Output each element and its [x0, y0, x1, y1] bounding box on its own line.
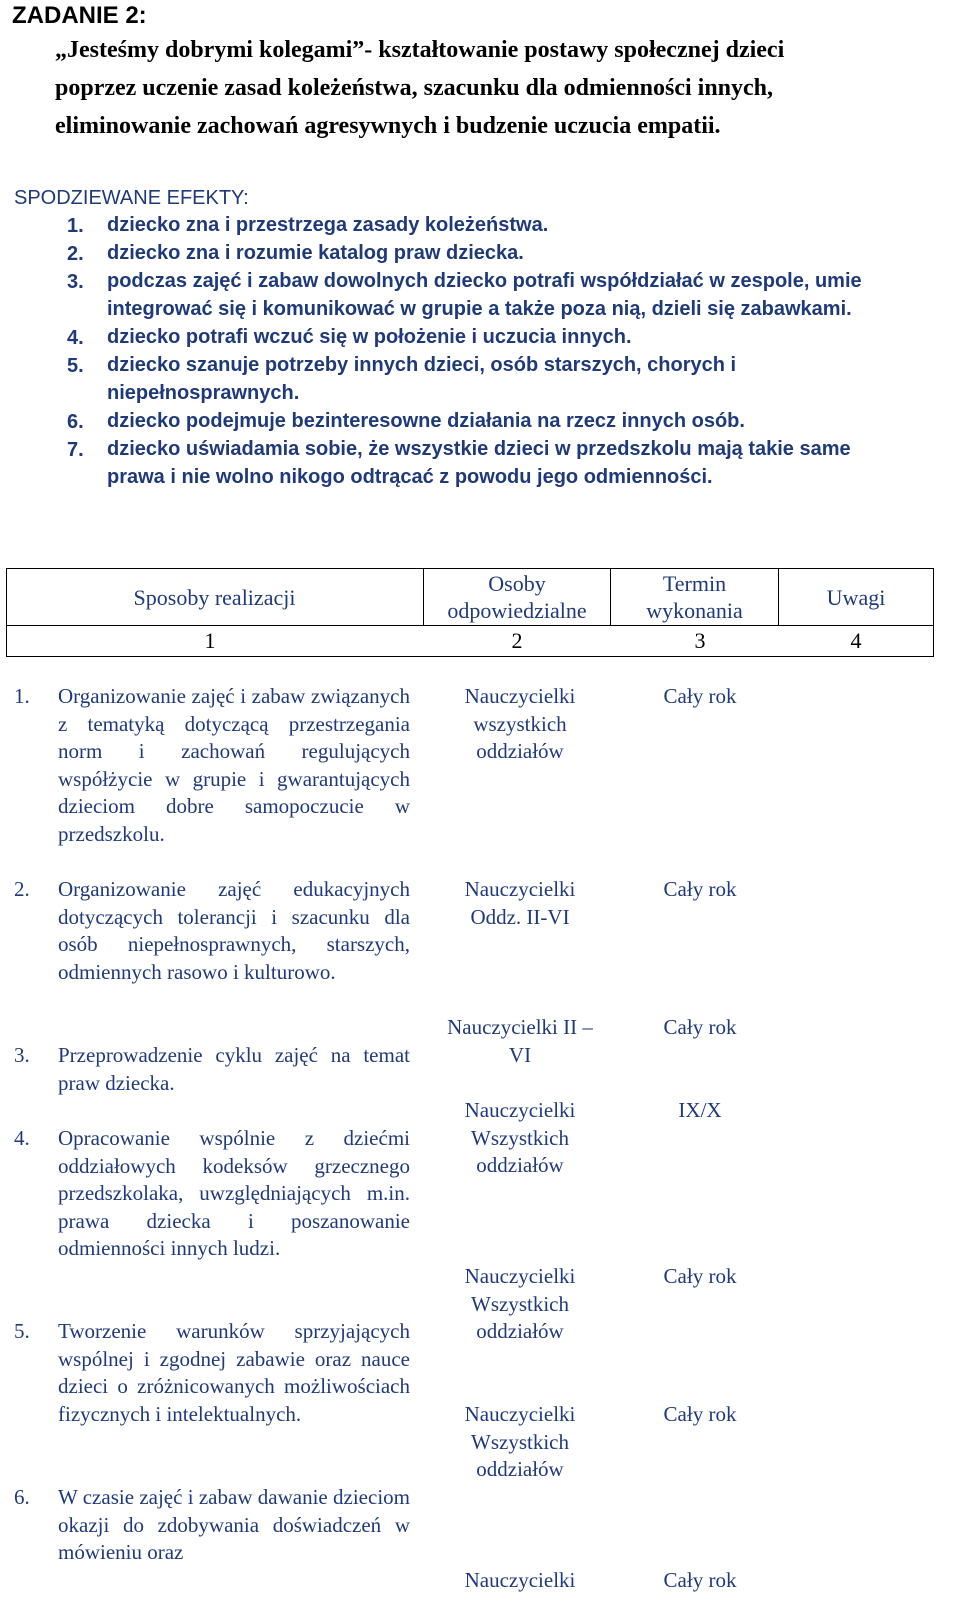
task-title-line-2: poprzez uczenie zasad koleżeństwa, szacunku dla odmienności innych,	[55, 75, 774, 101]
effects-heading: SPODZIEWANE EFEKTY:	[14, 187, 249, 209]
effect-number: 1.	[67, 215, 84, 237]
effect-number: 2.	[67, 243, 84, 265]
table-top-border	[6, 568, 934, 569]
effect-text: dziecko uświadamia sobie, że wszystkie dzieci w przedszkolu mają takie same prawa i nie wolno nikogo odtrącać z powodu jego odmienności.	[107, 438, 851, 488]
table-left-border	[6, 568, 7, 657]
effect-number: 5.	[67, 355, 84, 377]
row-number: 4.	[14, 1126, 30, 1150]
deadline-cell-3: Cały rok	[663, 1015, 737, 1039]
header-column-number-3: 3	[694, 628, 706, 653]
row-number: 1.	[14, 684, 30, 708]
responsible-cell-3: Nauczycielki II – VI	[447, 1015, 593, 1067]
header-responsible-line-2: odpowiedzialne	[447, 598, 587, 623]
deadline-cell-7: Cały rok	[663, 1568, 737, 1592]
effect-number: 6.	[67, 411, 84, 433]
task-title-line-1: „Jesteśmy dobrymi kolegami”- kształtowanie postawy społecznej dzieci	[55, 37, 785, 63]
responsible-cell-4: Nauczycielki Wszystkich oddziałów	[464, 1098, 576, 1178]
effect-text: dziecko potrafi wczuć się w położenie i uczucia innych.	[107, 326, 632, 348]
effect-number: 7.	[67, 439, 84, 461]
responsible-cell-7: Nauczycielki	[464, 1568, 576, 1592]
row-text: W czasie zajęć i zabaw dawanie dzieciom okazji do zdobywania doświadczeń w mówieniu oraz	[58, 1485, 410, 1565]
row-number: 3.	[14, 1043, 30, 1067]
deadline-cell-1: Cały rok	[663, 684, 737, 708]
effect-number: 4.	[67, 327, 84, 349]
table-right-border	[933, 568, 934, 657]
deadline-cell-4: IX/X	[678, 1098, 722, 1122]
deadline-cell-6: Cały rok	[663, 1402, 737, 1426]
row-text: Organizowanie zajęć edukacyjnych dotyczących tolerancji i szacunku dla osób niepełnosprawnych, starszych, odmiennych rasowo i kulturowo.	[58, 877, 410, 984]
task-title-line-3: eliminowanie zachowań agresywnych i budzenie uczucia empatii.	[55, 113, 721, 139]
header-deadline-line-2: wykonania	[646, 598, 743, 623]
effect-text: podczas zajęć i zabaw dowolnych dziecko potrafi współdziałać w zespole, umie integrować się i komunikować w grupie a także poza nią, dzieli się zabawkami.	[107, 270, 862, 320]
responsible-cell-6: Nauczycielki Wszystkich oddziałów	[464, 1402, 576, 1482]
row-number: 2.	[14, 877, 30, 901]
header-notes: Uwagi	[826, 585, 886, 610]
effect-text: dziecko szanuje potrzeby innych dzieci, osób starszych, chorych i niepełnosprawnych.	[107, 354, 737, 404]
row-text: Organizowanie zajęć i zabaw związanych z tematyką dotyczącą przestrzegania norm i zachowań regulujących współżycie w grupie i gwarantujących dzieciom dobre samopoczucie w przedszkolu.	[58, 684, 410, 846]
effect-text: dziecko zna i rozumie katalog praw dziecka.	[107, 242, 524, 264]
header-deadline-line-1: Termin	[662, 571, 727, 596]
responsible-cell-5: Nauczycielki Wszystkich oddziałów	[464, 1264, 576, 1344]
responsible-cell-2: Nauczycielki Oddz. II-VI	[464, 877, 576, 929]
effect-text: dziecko podejmuje bezinteresowne działania na rzecz innych osób.	[107, 410, 745, 432]
task-heading: ZADANIE 2:	[12, 2, 147, 29]
header-column-number-4: 4	[850, 628, 862, 653]
table-number-row-divider	[6, 656, 934, 657]
deadline-cell-2: Cały rok	[663, 877, 737, 901]
row-text: Przeprowadzenie cyklu zajęć na temat praw dziecka.	[58, 1043, 410, 1095]
row-text: Tworzenie warunków sprzyjających wspólnej i zgodnej zabawie oraz nauce dzieci o zróżnicowanych możliwościach fizycznych i intelektualnych.	[58, 1319, 410, 1426]
header-column-number-1: 1	[204, 628, 216, 653]
header-methods: Sposoby realizacji	[133, 585, 296, 610]
effect-text: dziecko zna i przestrzega zasady koleżeństwa.	[107, 214, 549, 236]
table-header-divider	[6, 625, 934, 626]
row-number: 5.	[14, 1319, 30, 1343]
responsible-cell-1: Nauczycielki wszystkich oddziałów	[464, 684, 576, 764]
header-responsible-line-1: Osoby	[488, 571, 546, 596]
row-text: Opracowanie wspólnie z dziećmi oddziałowych kodeksów grzecznego przedszkolaka, uwzględniających m.in. prawa dziecka i poszanowanie odmienności innych ludzi.	[58, 1126, 410, 1261]
header-column-number-2: 2	[511, 628, 523, 653]
row-number: 6.	[14, 1485, 30, 1509]
deadline-cell-5: Cały rok	[663, 1264, 737, 1288]
effect-number: 3.	[67, 271, 84, 293]
